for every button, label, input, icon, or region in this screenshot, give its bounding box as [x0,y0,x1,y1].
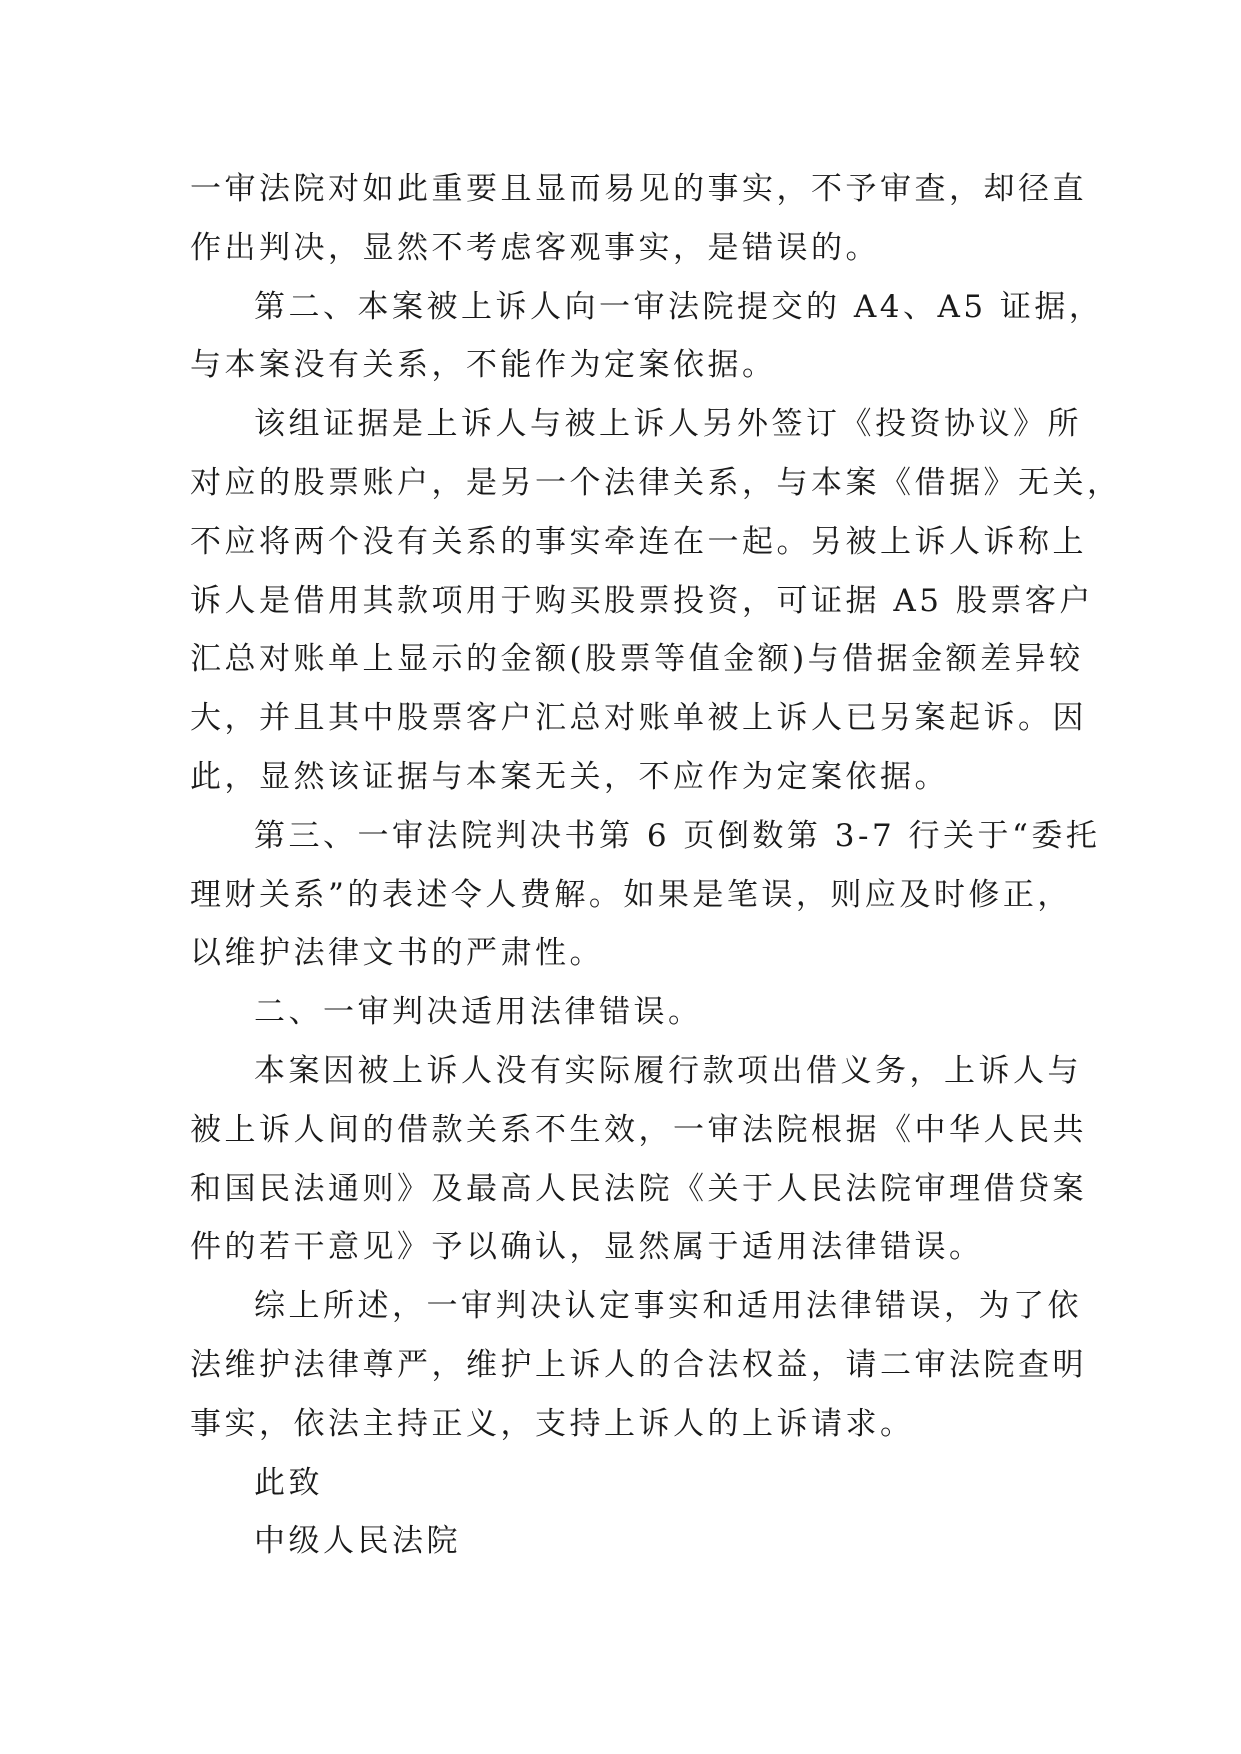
text-line: 第三、一审法院判决书第 6 页倒数第 3-7 行关于“委托 [254,817,1101,854]
text-line: 该组证据是上诉人与被上诉人另外签订《投资协议》所 [254,406,1082,443]
text-line: 此，显然该证据与本案无关，不应作为定案依据。 [190,758,949,795]
text-line: 被上诉人间的借款关系不生效，一审法院根据《中华人民共 [190,1111,1087,1148]
text-line: 以维护法律文书的严肃性。 [190,935,604,972]
text-line: 和国民法通则》及最高人民法院《关于人民法院审理借贷案 [190,1170,1087,1207]
text-line: 事实，依法主持正义，支持上诉人的上诉请求。 [190,1405,915,1442]
text-line: 诉人是借用其款项用于购买股票投资，可证据 A5 股票客户 [190,582,1094,619]
text-line: 二、一审判决适用法律错误。 [254,994,703,1031]
text-line: 汇总对账单上显示的金额(股票等值金额)与借据金额差异较 [190,641,1084,678]
text-line: 理财关系”的表述令人费解。如果是笔误，则应及时修正， [190,876,1072,913]
text-line: 一审法院对如此重要且显而易见的事实，不予审查，却径直 [190,171,1087,207]
text-line: 对应的股票账户，是另一个法律关系，与本案《借据》无关， [190,464,1122,501]
text-line: 不应将两个没有关系的事实牵连在一起。另被上诉人诉称上 [190,523,1087,560]
addressee-line: 中级人民法院 [254,1523,461,1560]
document-body [190,160,1122,1571]
text-line: 与本案没有关系，不能作为定案依据。 [190,347,777,384]
text-line: 大，并且其中股票客户汇总对账单被上诉人已另案起诉。因 [190,700,1087,737]
text-line: 件的若干意见》予以确认，显然属于适用法律错误。 [190,1229,984,1266]
text-line: 作出判决，显然不考虑客观事实，是错误的。 [190,229,880,266]
text-line: 法维护法律尊严，维护上诉人的合法权益，请二审法院查明 [190,1346,1087,1383]
text-line: 本案因被上诉人没有实际履行款项出借义务，上诉人与 [254,1052,1082,1089]
salutation-line: 此致 [254,1464,323,1501]
text-line: 第二、本案被上诉人向一审法院提交的 A4、A5 证据， [254,288,1104,325]
text-line: 综上所述，一审判决认定事实和适用法律错误，为了依 [254,1288,1082,1325]
